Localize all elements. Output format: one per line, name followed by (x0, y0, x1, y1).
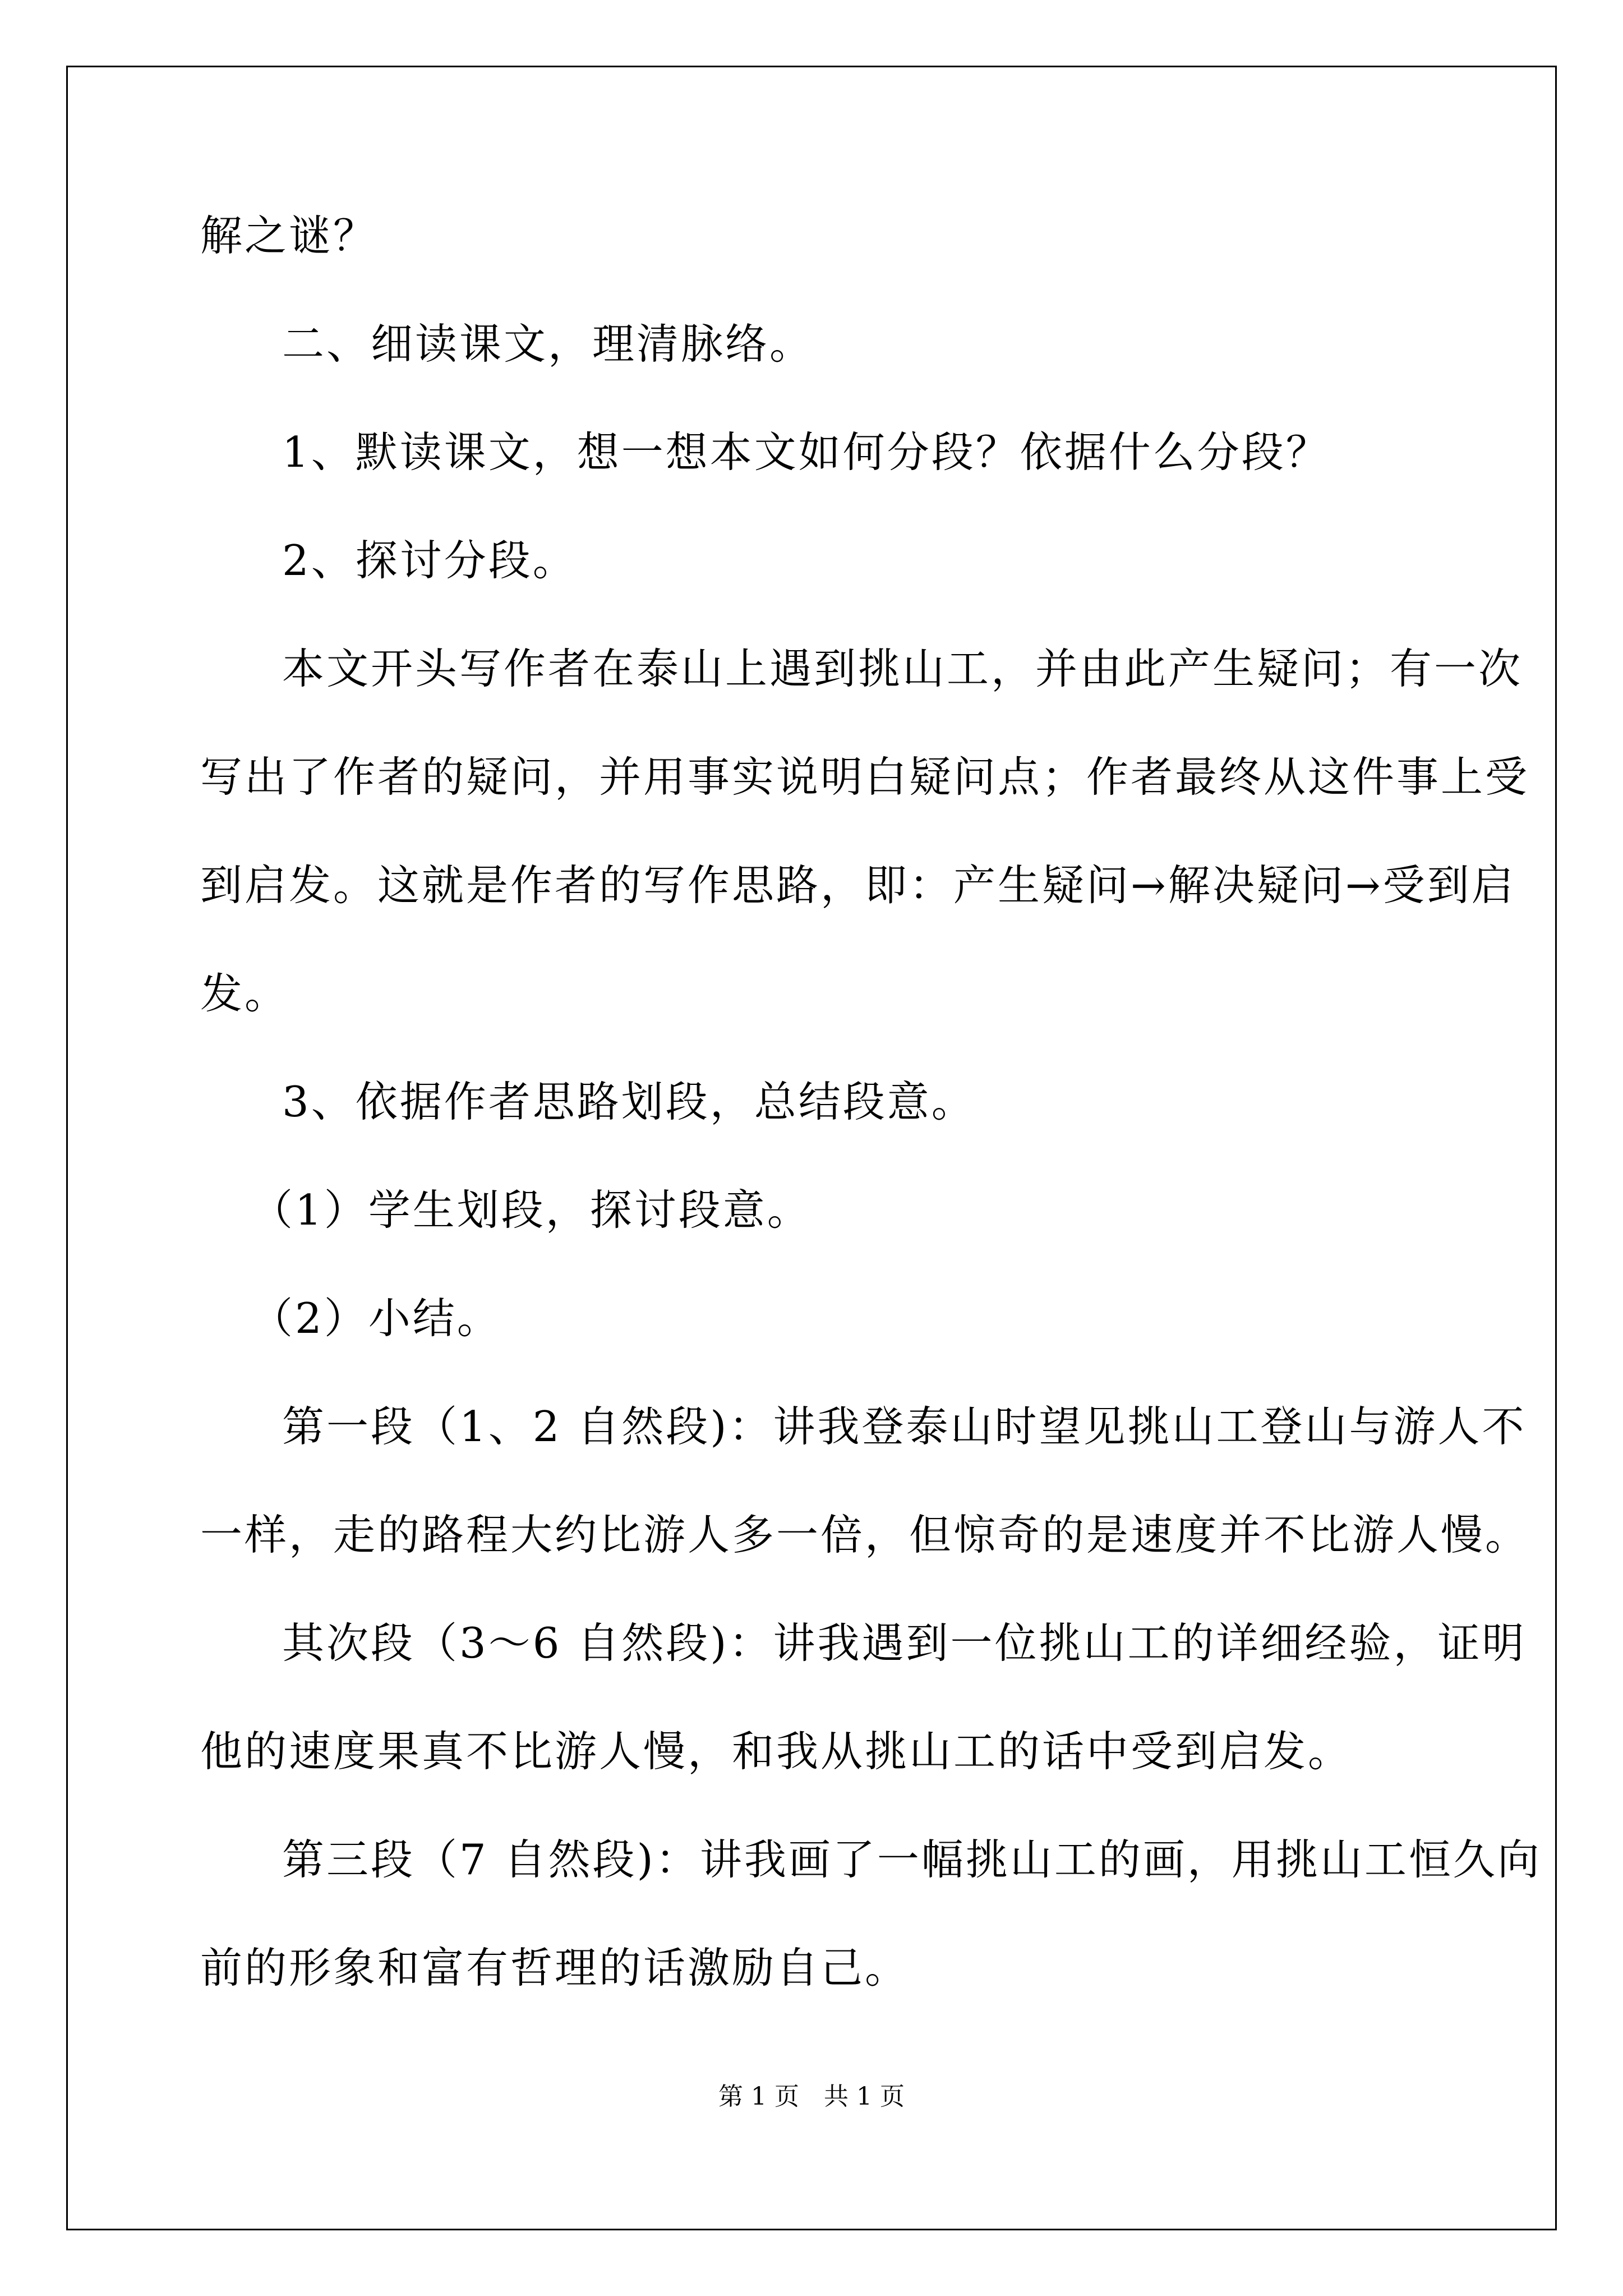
paragraph-line: 一样，走的路程大约比游人多一倍，但惊奇的是速度并不比游人慢。 (200, 1510, 1530, 1559)
text-line: 1、默读课文，想一想本文如何分段？依据什么分段？ (282, 427, 1330, 477)
paragraph-line: 其次段（3～6 自然段)：讲我遇到一位挑山工的详细经验，证明 (282, 1618, 1527, 1668)
paragraph-line: 第一段（1、2 自然段)：讲我登泰山时望见挑山工登山与游人不 (282, 1402, 1527, 1451)
text-line: 解之谜？ (200, 211, 378, 260)
paragraph-line: 本文开头写作者在泰山上遇到挑山工，并由此产生疑问；有一次 (282, 644, 1523, 693)
paragraph-line: 第三段（7 自然段)：讲我画了一幅挑山工的画，用挑山工恒久向 (282, 1835, 1542, 1884)
section-heading: 二、细读课文，理清脉络。 (282, 319, 814, 369)
page-border (66, 66, 1557, 2230)
text-line: 2、探讨分段。 (282, 536, 577, 585)
paragraph-line: 他的速度果真不比游人慢，和我从挑山工的话中受到启发。 (200, 1727, 1353, 1776)
text-line: 3、依据作者思路划段，总结段意。 (282, 1077, 976, 1126)
paragraph-line: 到启发。这就是作者的写作思路，即：产生疑问→解决疑问→受到启 (200, 861, 1516, 910)
paragraph-line: 前的形象和富有哲理的话激励自己。 (200, 1943, 910, 1993)
paragraph-line: 写出了作者的疑问，并用事实说明白疑问点；作者最终从这件事上受 (200, 752, 1530, 802)
text-line: （2）小结。 (251, 1294, 501, 1343)
text-line: （1）学生划段，探讨段意。 (251, 1185, 811, 1235)
paragraph-line: 发。 (200, 969, 289, 1018)
page-number-footer: 第 1 页 共 1 页 (718, 2082, 905, 2111)
